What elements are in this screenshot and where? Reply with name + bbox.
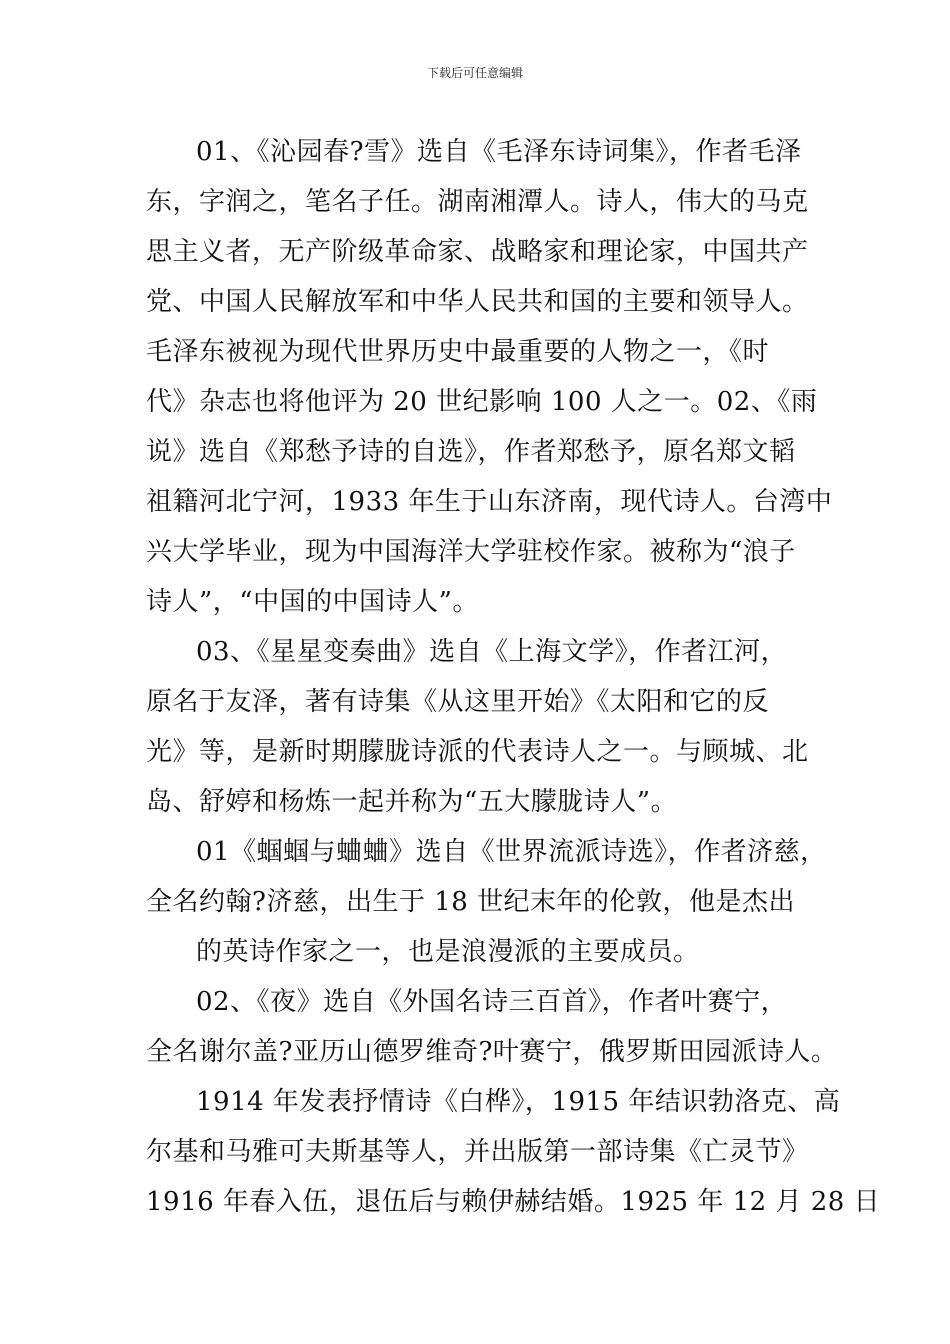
paragraph-line: 1914 年发表抒情诗《白桦》，1915 年结识勃洛克、高: [196, 1087, 841, 1117]
paragraph-line: 1916 年春入伍，退伍后与赖伊赫结婚。1925 年 12 月 28 日: [146, 1187, 881, 1217]
paragraph-line: 01《蝈蝈与蛐蛐》选自《世界流派诗选》，作者济慈，: [196, 837, 827, 867]
paragraph-line: 03、《星星变奏曲》选自《上海文学》，作者江河，: [196, 637, 788, 667]
paragraph-line: 代》杂志也将他评为 20 世纪影响 100 人之一。02、《雨: [146, 387, 818, 417]
paragraph-line: 毛泽东被视为现代世界历史中最重要的人物之一，《时: [146, 337, 770, 367]
paragraph-line: 光》等，是新时期朦胧诗派的代表诗人之一。与顾城、北: [146, 737, 809, 767]
paragraph-line: 岛、舒婷和杨炼一起并称为“五大朦胧诗人”。: [146, 787, 678, 817]
paragraph-line: 尔基和马雅可夫斯基等人，并出版第一部诗集《亡灵节》: [146, 1137, 809, 1167]
paragraph-line: 01、《沁园春?雪》选自《毛泽东诗词集》，作者毛泽: [196, 137, 802, 167]
paragraph-line: 02、《夜》选自《外国名诗三百首》，作者叶赛宁，: [196, 987, 788, 1017]
paragraph-line: 兴大学毕业，现为中国海洋大学驻校作家。被称为“浪子: [146, 537, 796, 567]
paragraph-line: 全名谢尔盖?亚历山德罗维奇?叶赛宁，俄罗斯田园派诗人。: [146, 1037, 838, 1067]
paragraph-line: 思主义者，无产阶级革命家、战略家和理论家，中国共产: [146, 237, 809, 267]
paragraph-line: 全名约翰?济慈，出生于 18 世纪末年的伦敦，他是杰出: [146, 887, 796, 917]
paragraph-line: 的英诗作家之一，也是浪漫派的主要成员。: [196, 937, 700, 967]
paragraph-line: 诗人”，“中国的中国诗人”。: [146, 587, 479, 617]
paragraph-line: 党、中国人民解放军和中华人民共和国的主要和领导人。: [146, 287, 809, 317]
paragraph-line: 祖籍河北宁河，1933 年生于山东济南，现代诗人。台湾中: [146, 487, 833, 517]
paragraph-line: 说》选自《郑愁予诗的自选》，作者郑愁予，原名郑文韬: [146, 437, 796, 467]
page-header: 下载后可任意编辑: [426, 66, 523, 80]
paragraph-line: 东，字润之，笔名子任。湖南湘潭人。诗人，伟大的马克: [146, 187, 809, 217]
paragraph-line: 原名于友泽，著有诗集《从这里开始》《太阳和它的反: [146, 687, 770, 717]
